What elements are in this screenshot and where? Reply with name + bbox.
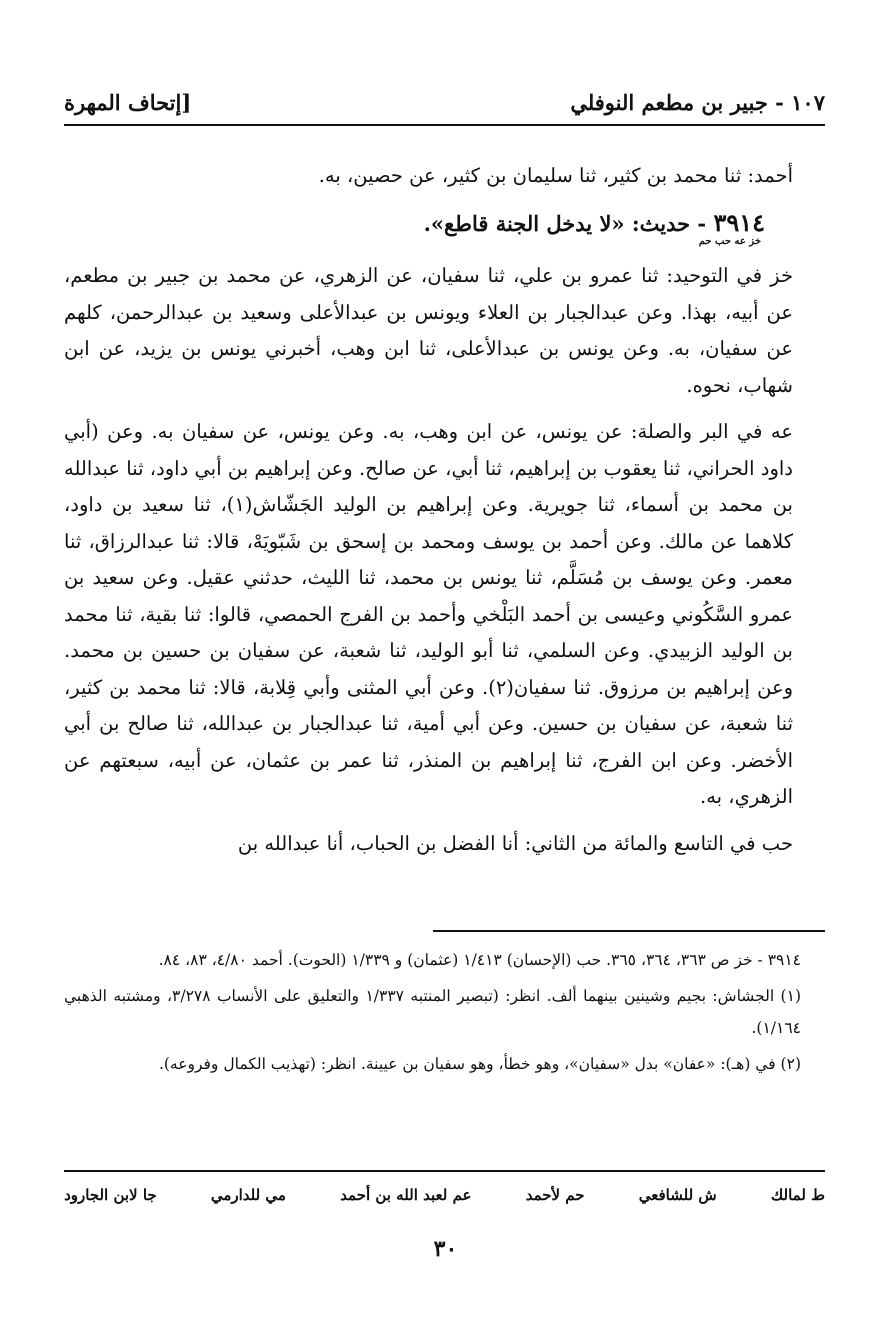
paragraph-ahmad: أحمد: ثنا محمد بن كثير، ثنا سليمان بن كثير، عن حصين، به. <box>318 164 793 187</box>
header-divider <box>64 124 825 126</box>
book-title: [إتحاف المهرة <box>64 89 192 115</box>
paragraph-awana: عه في البر والصلة: عن يونس، عن ابن وهب، به. وعن يونس، عن سفيان به. وعن (أبي داود الحراني، ثنا يعقوب بن إبراهيم، ثنا أبي، عن صالح. وعن إبراهيم بن أبي داود، ثنا عبدالله بن محمد بن أسماء، ثنا جويرية. وعن إبراهيم بن الوليد الجَشّاش(١)، ثنا سعيد بن داود، كلاهما عن مالك. وعن أحمد بن يوسف ومحمد بن إسحق بن شَبّويَهْ، قالا: ثنا عبدالرزاق، ثنا معمر. وعن يوسف بن مُسَلَّم، ثنا يونس بن محمد، ثنا الليث، حدثني عقيل. وعن سعيد بن عمرو السَّكُوني وعيسى بن أحمد البَلْخي وأحمد بن الفرج الحمصي، قالوا: ثنا بقية، ثنا محمد بن الوليد الزبيدي. وعن السلمي، ثنا أبو الوليد، ثنا شعبة، عن سفيان بن حسين بن محمد. وعن إبراهيم بن مرزوق. ثنا سفيان(٢). وعن أبي المثنى وأبي قِلابة، قالا: ثنا محمد بن كثير، ثنا شعبة، عن سفيان بن حسين. وعن أبي أمية، ثنا عبدالجبار بن عبدالله، ثنا صالح بن أبي الأخضر. وعن ابن الفرج، ثنا إبراهيم بن المنذر، ثنا عمر بن عثمان، عن أبيه، سبعتهم عن الزهري، به. <box>64 420 793 808</box>
footnote-1: (١) الجشاش: بجيم وشينين بينهما ألف. انظر: (تبصير المنتبه ١/٣٣٧ والتعليق على الأنساب ٣/٢٧٨، ومشتبه الذهبي ١/١٦٤). <box>64 987 801 1037</box>
legend-item: عم لعبد الله بن أحمد <box>340 1186 472 1204</box>
legend-item: مي للدارمي <box>210 1186 286 1204</box>
legend-item: ش للشافعي <box>638 1186 717 1204</box>
main-text <box>64 158 825 872</box>
page-number: ٣٠ <box>433 1236 458 1262</box>
running-header <box>64 82 825 122</box>
paragraph-khuz: خز في التوحيد: ثنا عمرو بن علي، ثنا سفيان، عن الزهري، عن محمد بن جبير بن مطعم، عن أبيه، بهذا. وعن عبدالجبار بن العلاء ويونس بن عبدالأعلى وسعيد بن عبدالرحمن، كلهم عن سفيان، به. وعن يونس بن عبدالأعلى، ثنا ابن وهب، أخبرني يونس بن يزيد، عن ابن شهاب، نحوه. <box>64 264 793 397</box>
legend-item: ط لمالك <box>770 1186 825 1204</box>
abbreviation-legend <box>64 1186 825 1204</box>
legend-item: جا لابن الجارود <box>64 1186 157 1204</box>
footnote-divider <box>433 930 825 932</box>
chapter-heading: ١٠٧ - جبير بن مطعم النوفلي <box>570 89 825 115</box>
legend-divider <box>64 1170 825 1172</box>
footnote-2: (٢) في (هـ): «عفان» بدل «سفيان»، وهو خطأ، وهو سفيان بن عيينة. انظر: (تهذيب الكمال وفروعه). <box>158 1055 801 1073</box>
legend-item: حم لأحمد <box>525 1186 585 1204</box>
hadith-heading <box>64 205 825 249</box>
footnotes <box>64 944 825 1084</box>
hadith-number: ٣٩١٤ <box>713 207 765 237</box>
source-marks: خز عه حب حم <box>698 236 761 247</box>
footnote-source: ٣٩١٤ - خز ص ٣٦٣، ٣٦٤، ٣٦٥. حب (الإحسان) ١/٤١٣ (عثمان) و ١/٣٣٩ (الحوت). أحمد ٤/٨٠، ٨٣، ٨٤. <box>158 951 801 969</box>
hadith-title: - حديث: «لا يدخل الجنة قاطع». <box>423 210 707 236</box>
paragraph-hibban: حب في التاسع والمائة من الثاني: أنا الفضل بن الحباب، أنا عبدالله بن <box>237 831 793 855</box>
